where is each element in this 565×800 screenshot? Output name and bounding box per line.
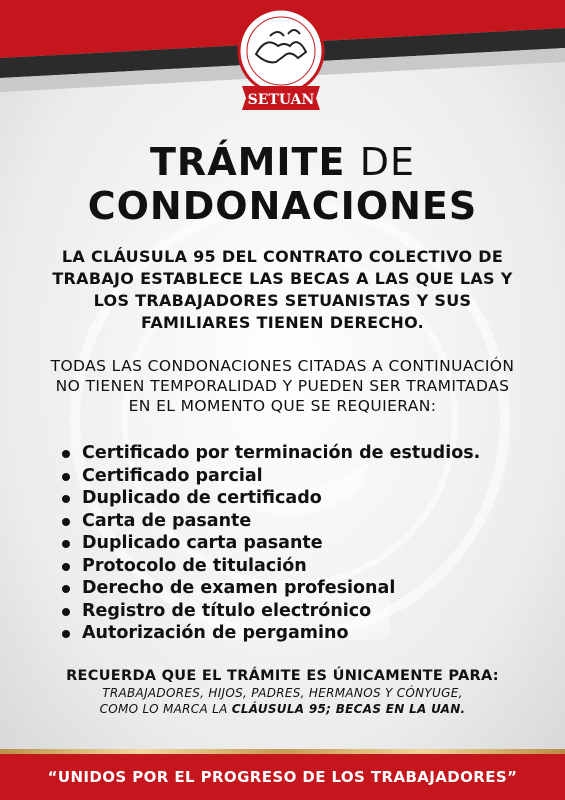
title-bold: TRÁMITE xyxy=(150,140,346,184)
reminder-heading: RECUERDA QUE EL TRÁMITE ES ÚNICAMENTE PARA: xyxy=(66,667,499,684)
list-item: Carta de pasante xyxy=(62,510,565,533)
list-item: Derecho de examen profesional xyxy=(62,577,565,600)
reminder-line2-bold: CLÁUSULA 95; BECAS EN LA UAN. xyxy=(231,701,466,716)
list-item: Duplicado carta pasante xyxy=(62,532,565,555)
setuan-logo xyxy=(232,6,330,121)
list-item: Protocolo de titulación xyxy=(62,555,565,578)
footer-slogan: “UNIDOS POR EL PROGRESO DE LOS TRABAJADORES” xyxy=(0,754,565,800)
main-content xyxy=(0,140,565,717)
list-item: Certificado parcial xyxy=(62,465,565,488)
condonation-list xyxy=(62,442,565,645)
page-title xyxy=(0,140,565,228)
logo-brand-text: SETUAN xyxy=(247,92,315,108)
title-line2: CONDONACIONES xyxy=(87,184,478,228)
reminder-line2-prefix: COMO LO MARCA LA xyxy=(99,701,232,716)
list-item: Autorización de pergamino xyxy=(62,622,565,645)
list-item: Certificado por terminación de estudios. xyxy=(62,442,565,465)
list-item: Duplicado de certificado xyxy=(62,487,565,510)
list-item: Registro de título electrónico xyxy=(62,600,565,623)
title-light: DE xyxy=(359,140,415,184)
intro-text: LA CLÁUSULA 95 DEL CONTRATO COLECTIVO DE TRABAJO ESTABLECE LAS BECAS A LAS QUE LAS Y LOS TRABAJADORES SETUANISTAS Y SUS FAMILIARES TIENEN DERECHO. xyxy=(52,247,513,332)
reminder-line2 xyxy=(20,701,545,717)
note-text: TODAS LAS CONDONACIONES CITADAS A CONTINUACIÓN NO TIENEN TEMPORALIDAD Y PUEDEN SER TRAMITADAS EN EL MOMENTO QUE SE REQUIERAN: xyxy=(50,357,515,415)
reminder-line1: TRABAJADORES, HIJOS, PADRES, HERMANOS Y CÓNYUGE, xyxy=(102,685,463,700)
